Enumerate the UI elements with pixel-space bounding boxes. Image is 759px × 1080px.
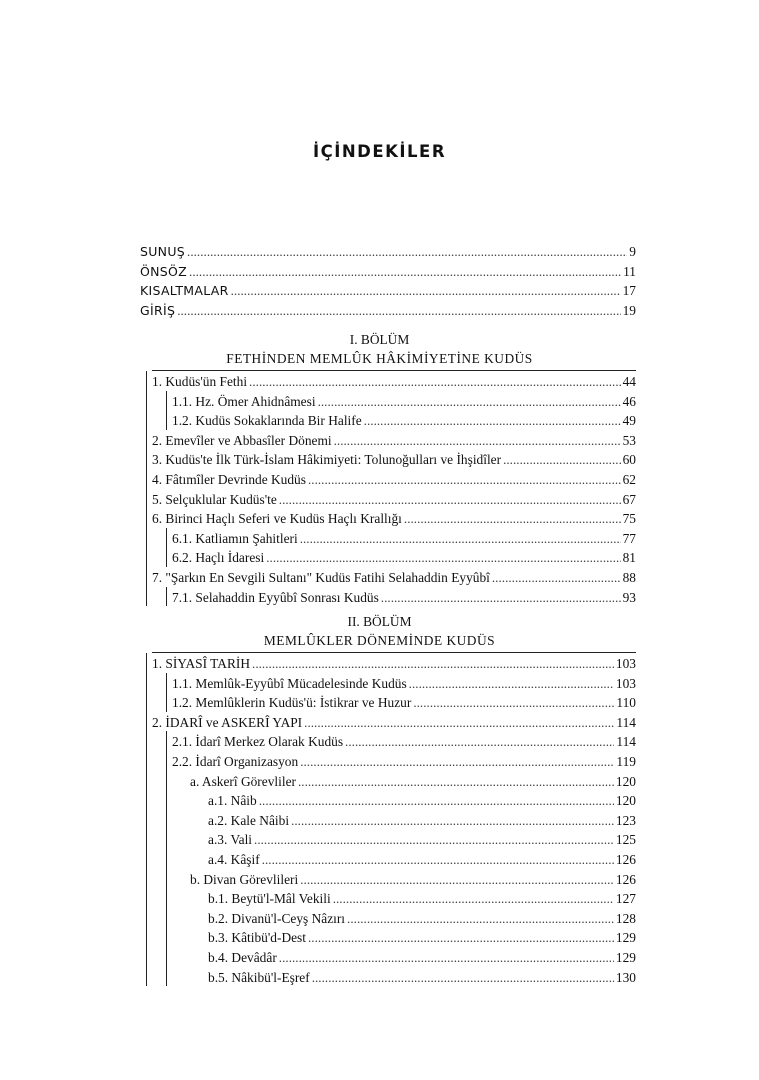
- toc-entry-page: 75: [622, 511, 636, 527]
- leader-dots: [254, 830, 614, 850]
- toc-entry[interactable]: [140, 301, 636, 321]
- toc-entry-page: 129: [615, 949, 636, 965]
- toc-entry-page: 129: [615, 930, 636, 946]
- toc-entry-label: 1. SİYASÎ TARİH: [152, 656, 251, 671]
- toc-entry-label: b.2. Divanü'l-Ceyş Nâzırı: [208, 910, 346, 926]
- toc-entry[interactable]: [152, 509, 636, 529]
- part2-entries: [152, 652, 636, 987]
- toc-entry[interactable]: [152, 830, 636, 850]
- part1-header: [0, 330, 759, 368]
- toc-entry[interactable]: [152, 372, 636, 392]
- section-top-rule: [152, 652, 636, 653]
- toc-entry-page: 81: [622, 550, 636, 566]
- toc-entry-label: a.2. Kale Nâibi: [208, 812, 290, 828]
- leader-dots: [364, 411, 621, 431]
- toc-entry[interactable]: [140, 242, 636, 262]
- leader-dots: [333, 889, 614, 909]
- leader-dots: [262, 850, 614, 870]
- toc-entry[interactable]: [152, 431, 636, 451]
- leader-dots: [404, 509, 621, 529]
- toc-entry-page: 88: [622, 569, 636, 585]
- toc-entry-page: 125: [615, 832, 636, 848]
- leader-dots: [187, 242, 627, 262]
- toc-entry-label: b.1. Beytü'l-Mâl Vekili: [208, 891, 331, 907]
- indent-rail: [166, 673, 167, 712]
- leader-dots: [266, 548, 620, 568]
- toc-entry-page: 11: [623, 263, 636, 279]
- indent-rail: [166, 731, 167, 986]
- toc-entry-label: b.5. Nâkibü'l-Eşref: [208, 969, 310, 985]
- toc-entry-label: 6. Birinci Haçlı Seferi ve Kudüs Haçlı Krallığı: [152, 511, 402, 527]
- leader-dots: [300, 529, 621, 549]
- leader-dots: [189, 262, 621, 282]
- toc-entry[interactable]: [152, 529, 636, 549]
- toc-entry-page: 119: [616, 753, 636, 769]
- leader-dots: [291, 811, 614, 831]
- leader-dots: [279, 490, 621, 510]
- toc-entry-label: a.4. Kâşif: [208, 851, 260, 867]
- toc-entry[interactable]: [152, 470, 636, 490]
- leader-dots: [231, 281, 621, 301]
- toc-entry-label: ÖNSÖZ: [140, 263, 188, 279]
- toc-entry[interactable]: [152, 752, 636, 772]
- part1-entries: [152, 370, 636, 607]
- toc-entry-page: 120: [615, 773, 636, 789]
- toc-entry-page: 126: [615, 871, 636, 887]
- part2-subheading: MEMLÛKLER DÖNEMİNDE KUDÜS: [263, 633, 496, 648]
- toc-entry-label: a.3. Vali: [208, 832, 253, 848]
- toc-entry[interactable]: [152, 968, 636, 988]
- indent-rail: [146, 712, 147, 986]
- toc-entry[interactable]: [152, 674, 636, 694]
- toc-entry-page: 126: [615, 851, 636, 867]
- leader-dots: [345, 732, 614, 752]
- toc-entry-label: KISALTMALAR: [140, 283, 229, 299]
- toc-entry-label: 1.2. Kudüs Sokaklarında Bir Halife: [172, 413, 362, 429]
- toc-entry-label: b.4. Devâdâr: [208, 949, 277, 965]
- toc-entry-label: GİRİŞ: [140, 302, 176, 318]
- leader-dots: [347, 909, 614, 929]
- toc-entry[interactable]: [152, 772, 636, 792]
- toc-entry-label: SUNUŞ: [140, 244, 186, 259]
- leader-dots: [492, 568, 621, 588]
- toc-entry-label: 1.1. Hz. Ömer Ahidnâmesi: [172, 393, 316, 409]
- toc-entry-page: 110: [616, 695, 636, 711]
- leader-dots: [334, 431, 621, 451]
- toc-entry-page: 67: [622, 491, 636, 507]
- leader-dots: [252, 654, 614, 674]
- leader-dots: [259, 791, 614, 811]
- toc-entry-label: 7.1. Selahaddin Eyyûbî Sonrası Kudüs: [172, 589, 379, 605]
- indent-rail: [166, 528, 167, 567]
- toc-entry-label: a. Askerî Görevliler: [190, 773, 296, 789]
- toc-entry-label: 2. Emevîler ve Abbasîler Dönemi: [152, 432, 332, 448]
- toc-entry[interactable]: [140, 262, 636, 282]
- toc-entry-page: 103: [615, 656, 636, 671]
- toc-entry[interactable]: [152, 850, 636, 870]
- toc-entry-page: 44: [622, 374, 636, 389]
- toc-entry[interactable]: [152, 732, 636, 752]
- toc-entry-page: 60: [622, 452, 636, 468]
- indent-rail: [166, 587, 167, 607]
- toc-entry-label: 1.2. Memlûklerin Kudüs'ü: İstikrar ve Huzur: [172, 695, 412, 711]
- page-title: İÇİNDEKİLER: [312, 142, 447, 161]
- toc-entry[interactable]: [152, 693, 636, 713]
- toc-entry-page: 49: [622, 413, 636, 429]
- leader-dots: [298, 772, 614, 792]
- toc-entry-label: a.1. Nâib: [208, 793, 257, 809]
- toc-entry[interactable]: [152, 450, 636, 470]
- leader-dots: [308, 470, 621, 490]
- toc-entry[interactable]: [152, 811, 636, 831]
- toc-entry-page: 114: [616, 734, 636, 750]
- toc-entry[interactable]: [152, 392, 636, 412]
- part2-header: [0, 612, 759, 650]
- part1-heading: I. BÖLÜM: [349, 332, 410, 347]
- toc-entry-label: 7. "Şarkın En Sevgili Sultanı" Kudüs Fatihi Selahaddin Eyyûbî: [152, 569, 490, 585]
- toc-entry[interactable]: [152, 870, 636, 890]
- leader-dots: [300, 752, 614, 772]
- toc-entry[interactable]: [152, 909, 636, 929]
- toc-entry[interactable]: [152, 889, 636, 909]
- indent-rail: [166, 391, 167, 430]
- toc-entry-page: 93: [622, 589, 636, 605]
- leader-dots: [318, 392, 621, 412]
- toc-entry-page: 128: [615, 910, 636, 926]
- toc-entry-label: 2.2. İdarî Organizasyon: [172, 753, 299, 769]
- toc-entry-page: 62: [622, 471, 636, 487]
- toc-entry-label: b.3. Kâtibü'd-Dest: [208, 930, 306, 946]
- toc-entry-label: 1. Kudüs'ün Fethi: [152, 374, 248, 389]
- toc-entry-page: 127: [615, 891, 636, 907]
- toc-entry[interactable]: [152, 588, 636, 608]
- toc-entry-page: 17: [622, 283, 636, 299]
- leader-dots: [249, 372, 621, 392]
- toc-entry-page: 53: [622, 432, 636, 448]
- toc-entry-label: 2. İDARÎ ve ASKERÎ YAPI: [152, 714, 303, 730]
- toc-entry-label: 3. Kudüs'te İlk Türk-İslam Hâkimiyeti: Tolunoğulları ve İhşidîler: [152, 452, 502, 468]
- toc-entry[interactable]: [152, 654, 636, 674]
- toc-entry-label: 1.1. Memlûk-Eyyûbî Mücadelesinde Kudüs: [172, 675, 407, 691]
- toc-entry-page: 9: [629, 244, 636, 259]
- toc-entry[interactable]: [152, 791, 636, 811]
- part1-subheading: FETHİNDEN MEMLÛK HÂKİMİYETİNE KUDÜS: [226, 351, 533, 366]
- leader-dots: [312, 968, 614, 988]
- leader-dots: [308, 928, 614, 948]
- toc-entry[interactable]: [152, 928, 636, 948]
- toc-entry-page: 123: [615, 812, 636, 828]
- leader-dots: [279, 948, 614, 968]
- toc-entry-page: 114: [616, 714, 636, 730]
- toc-entry[interactable]: [152, 568, 636, 588]
- toc-entry-label: 2.1. İdarî Merkez Olarak Kudüs: [172, 734, 344, 750]
- toc-entry-page: 103: [615, 675, 636, 691]
- toc-entry[interactable]: [152, 490, 636, 510]
- toc-entry-label: 4. Fâtımîler Devrinde Kudüs: [152, 471, 306, 487]
- toc-entry[interactable]: [152, 713, 636, 733]
- front-matter-list: [140, 242, 636, 320]
- leader-dots: [503, 450, 621, 470]
- toc-entry-label: b. Divan Görevlileri: [190, 871, 299, 887]
- part2-heading: II. BÖLÜM: [347, 614, 412, 629]
- toc-entry-label: 5. Selçuklular Kudüs'te: [152, 491, 277, 507]
- toc-entry[interactable]: [152, 411, 636, 431]
- leader-dots: [381, 588, 621, 608]
- leader-dots: [177, 301, 620, 321]
- indent-rail: [146, 567, 147, 606]
- leader-dots: [300, 870, 614, 890]
- toc-entry[interactable]: [152, 948, 636, 968]
- section-top-rule: [152, 370, 636, 371]
- toc-entry-page: 77: [622, 530, 636, 546]
- toc-entry[interactable]: [152, 548, 636, 568]
- leader-dots: [409, 674, 614, 694]
- toc-entry-page: 120: [615, 793, 636, 809]
- toc-entry-page: 19: [622, 302, 636, 318]
- toc-entry-page: 46: [622, 393, 636, 409]
- toc-entry-label: 6.2. Haçlı İdaresi: [172, 550, 265, 566]
- toc-entry-page: 130: [615, 969, 636, 985]
- leader-dots: [413, 693, 614, 713]
- leader-dots: [304, 713, 614, 733]
- toc-entry-label: 6.1. Katliamın Şahitleri: [172, 530, 298, 546]
- toc-entry[interactable]: [140, 281, 636, 301]
